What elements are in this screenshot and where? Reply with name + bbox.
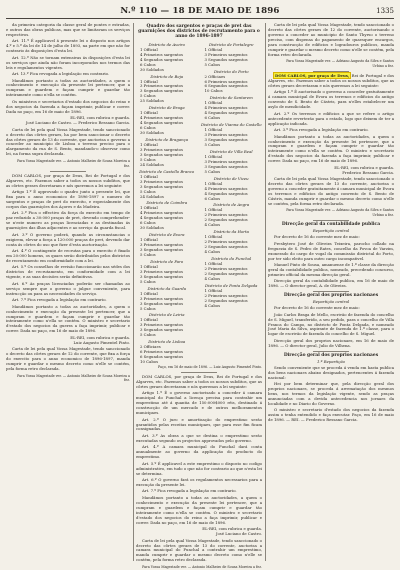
para-ver-line: Para Vossa Magestade ver. — Antonio Malheiro de Sousa Moreira a fez. — [142, 564, 262, 569]
section-subtitle: Repartição central — [312, 228, 350, 234]
district-list-b — [201, 41, 263, 365]
decree-article: Art. 3.º As obras a que se destina o emprestimo serão executadas segundo os projectos approvados pelo governo. — [136, 432, 262, 443]
signature-line: José Luciano de Castro. — [215, 531, 262, 537]
district-item: 6 Primeiros sargentos — [204, 78, 248, 84]
district-item: 1 Official — [140, 237, 158, 243]
page-number: 1335 — [376, 7, 394, 15]
district-item: 5 Cabos — [140, 93, 156, 99]
section-title: Direcção geral dos proprios nacionaes — [283, 293, 379, 299]
decree-article: Art. 4.º A camara municipal do Funchal dará conta annualmente ao governo da applicação do producto do emprestimo. — [136, 444, 262, 460]
district-item: 3 Primeiros sargentos — [140, 242, 183, 248]
district-heading: Districto de Villa Real — [209, 148, 253, 154]
district-item: 5 Cabos — [140, 332, 156, 338]
district-item: 5 Cabos — [140, 251, 156, 257]
district-item: 4 Segundos sargentos — [140, 120, 184, 126]
mandamos-paragraph: Mandâmos portanto a todas as auctoridades, a quem o conhecimento e execução da presente lei pertencer, que a cumpram e guardem e façam cumprir e guardar tão inteiramente como n'ella se contém. O ministro e secretario d'estado dos negocios do reino a faça imprimir, publicar e correr. Dada no paço, em 16 de maio de 1896. — [136, 494, 262, 525]
district-heading: Districto de Ponta Delgada — [205, 282, 258, 288]
district-item: 1 Official — [140, 290, 158, 296]
decree-article: Art. 7.º Fica revogada a legislação em contrario. — [12, 297, 107, 303]
district-item: 1 Official — [204, 46, 223, 52]
district-item: 5 Cabos — [140, 305, 156, 311]
district-heading: Districto de Braga — [148, 105, 185, 111]
district-item: 5 Cabos — [204, 168, 221, 174]
district-item: 3 Segundos sargentos — [204, 56, 248, 62]
decree-article: Artigo 1.º É auctorisado o governo a conceder gratuitamente á camara municipal de Evora os terrenos e edificios do antigo convento de S. Bento de Cástris, para n'elles estabelecer um asylo de mendicidade. — [268, 89, 394, 110]
district-heading: Districto da Horta — [213, 229, 249, 235]
district-item: 1 Official — [140, 46, 158, 52]
decree-articles — [6, 190, 130, 303]
district-item: 4 Cabos — [204, 275, 221, 281]
district-item: 3 Segundos sargentos — [140, 273, 184, 279]
district-item: 5 Cabos — [140, 188, 156, 194]
para-ver-line: Para Vossa Magestade ver. — Adriano Augusto da Silva e Santos Urbino a fez. — [286, 208, 394, 218]
district-table — [136, 41, 262, 365]
signature-line: José Luciano de Castro. — Frederico Ressano Garcia. — [25, 120, 130, 126]
signature-block — [268, 166, 394, 176]
section-subtitle: Repartição central — [312, 299, 350, 305]
district-item: 4 Primeiros sargentos — [140, 115, 183, 121]
district-item: 4 Primeiros sargentos — [204, 185, 248, 191]
district-item: 6 Segundos sargentos — [140, 354, 184, 360]
district-item: 2 Segundos sargentos — [204, 297, 248, 303]
district-item: 10 Cabos — [204, 88, 223, 94]
district-item: 1 Official — [204, 287, 223, 293]
district-item: 1 Official — [140, 205, 158, 211]
district-item: 3 Segundos sargentos — [140, 327, 184, 333]
district-item: 3 Segundos sargentos — [140, 88, 184, 94]
decree-article: Art. 3.º Fica revogada a legislação em contrario. — [274, 127, 369, 133]
decree-article: Art. 7.º Fica revogada a legislação em contrario. — [142, 488, 237, 494]
decree-article: Artigo 1.º É approvado o quadro junto a presente lei, que fixa para o anno economico de 1896-1897 o numero de sargentos e praças de pret do exercito, e especialmente dos corpos das guarnições dos Açores e da Madeira. — [6, 189, 130, 209]
district-item: 4 Primeiros sargentos — [140, 210, 183, 216]
district-item: 6 Cabos — [204, 195, 221, 201]
district-item: 5 Cabos — [140, 156, 156, 162]
district-heading: Districto de Castello Branco — [139, 168, 195, 174]
district-heading: Districto de Evora — [148, 232, 185, 238]
table-title: Quadro dos sargentos e praças de pret das guarnições dos districtos de recrutamento para o anno de 1896-1897 — [138, 24, 260, 39]
section-body — [268, 235, 394, 289]
signature-line: EL-REI, com rubrica e guarda. — [202, 526, 262, 532]
decree-article: Art. 5.º Os conselhos de revisão funccionarão nas sédes dos districtos de recrutamento, em conformidade com a lei vigente, e as suas decisões serão definitivas. — [6, 264, 130, 280]
district-item: 2 Primeiros sargentos — [204, 292, 248, 298]
section-paragraph: Presbytero José de Oliveira Teixeira, parocho collado na freguezia de S. Pedro de Rates, concelho da Povoa de Varzim, exonerado do cargo de vogal da commissão districtal do Porto, por ter sido eleito para outro cargo incompativel. — [268, 240, 394, 261]
district-item: 4 Segundos sargentos — [204, 190, 248, 196]
district-item: 4 Segundos sargentos — [140, 56, 184, 62]
district-item: 25 Soldados — [140, 98, 164, 104]
section-paragraph: Por decreto de 16 do corrente mez de maio: — [274, 234, 360, 240]
table-footer: Paço, em 16 de maio de 1896. — Luiz Augusto Pimentel Pinto. — [157, 365, 262, 369]
column-left — [6, 23, 130, 561]
separator — [313, 220, 349, 221]
decree-intro — [268, 74, 394, 89]
district-item: 5 Cabos — [204, 141, 221, 147]
district-item: 6 Cabos — [204, 115, 221, 121]
district-item: 24 Soldados — [140, 193, 164, 199]
district-item: 3 Primeiros sargentos — [204, 51, 248, 57]
district-list-a — [136, 41, 198, 365]
separator — [181, 372, 217, 373]
district-heading: Districto da Guarda — [147, 285, 187, 291]
decree-intro: DOM CARLOS, por graça de Deus, Rei de Portugal e dos Algarves, etc. Fazemos saber a todos os nossos subditos, que as côrtes geraes decretaram e nós queremos a lei seguinte: — [136, 373, 262, 389]
district-item: 1 Official — [204, 127, 223, 133]
district-item: 10 Cabos — [140, 359, 159, 365]
district-item: 2 Segundos sargentos — [204, 217, 248, 223]
district-item: 2 Officiaes — [140, 344, 161, 350]
section-body — [268, 306, 394, 349]
district-item: 3 Primeiros sargentos — [204, 132, 248, 138]
mandamos-paragraph: Mandâmos portanto a todas as auctoridades, a quem o conhecimento e execução da presente lei pertencer, que a cumpram e guardem e façam cumprir e guardar tão inteiramente como n'ella se contém. O ministro e secretario d'estado dos negocios da fazenda a faça imprimir, publicar e correr. Dada no paço, em 16 de maio de 1896. — [268, 133, 394, 164]
district-item: 4 Primeiros sargentos — [204, 105, 248, 111]
district-item: 3 Primeiros sargentos — [140, 268, 183, 274]
law-article: da primeira categoria da classe geral de pontes e estradas, e outros das obras publicas, mas que se limitavam os serviços respectivos. — [6, 22, 130, 37]
district-item: 3 Segundos sargentos — [140, 183, 184, 189]
law-article: Art. 13.º Fica revogada a legislação em contrario. — [12, 71, 110, 77]
district-item: 30 Soldados — [140, 130, 164, 136]
district-item: 1 Official — [140, 78, 158, 84]
district-item: 4 Primeiros sargentos — [140, 51, 183, 57]
decree-article: Artigo 1.º É o governo auctorisado a conceder á camara municipal do Funchal a licença precisa para contrahir um emprestimo até á quantia de 150:000$000 réis, destinado á construcção de um mercado e de outros melhoramentos municipaes. — [136, 390, 262, 416]
district-item: 30 Soldados — [140, 225, 164, 231]
district-item: 1 Official — [140, 173, 158, 179]
district-item: 3 Primeiros sargentos — [140, 322, 183, 328]
district-heading: Districto do Funchal — [211, 255, 252, 261]
district-heading: Districto de Lisboa — [148, 339, 186, 345]
carta-de-lei: Carta de lei pela qual Vossa Magestade, tendo sanccionado o decreto das côrtes geraes de 12 do corrente, que fixa a força do exercito para o anno economico de 1896-1897, manda cumprir e guardar o mesmo decreto como n'elle se contém, pela forma retro declarada. — [6, 346, 130, 372]
district-item: 30 Soldados — [140, 66, 164, 72]
district-item: 4 Segundos sargentos — [204, 110, 248, 116]
law-article: Art. 12.º Não se tornam extensivas ás disposições d'esta lei os serviços que ainda não foram incorporados nos termos das leis e regulamentos vigentes. — [6, 54, 130, 70]
signature-block — [6, 116, 130, 126]
decree-intro: DOM CARLOS, por graça de Deus, Rei de Portugal e dos Algarves, etc. Fazemos saber a todos os nossos subditos, que as côrtes geraes decretaram e nós queremos a lei seguinte: — [6, 172, 130, 188]
section-paragraph: Manuel Pinto de Sousa, amanuense de 1.ª classe da direcção geral da contabilidade publica, nomeado, precedendo concurso, primeiro official da mesma direcção geral. — [268, 261, 394, 277]
decree-article: Art. 2.º Fica o effectivo da força do exercito em tempo de paz reduzido a 30:000 praças de pret, devendo comprehender-se n'este numero as praças licenciadas e as destinadas ás guarnições das ilhas adjacentes e ao serviço da guarda fiscal. — [6, 210, 130, 231]
separator — [50, 171, 86, 172]
decree-article: Art. 6.º O governo fará os regulamentos necessarios para a execução da presente lei. — [136, 477, 262, 488]
column-rule-right — [265, 23, 266, 561]
district-item: 1 Official — [204, 153, 223, 159]
decree-articles — [268, 90, 394, 133]
column-right — [268, 23, 394, 561]
section-paragraph: Direcção geral dos proprios nacionaes, em 16 de maio de 1896. — O director geral, Julio de Vilhena. — [268, 337, 394, 348]
separator — [313, 351, 349, 352]
district-item: 3 Segundos sargentos — [204, 137, 248, 143]
district-item: 2 Officiaes — [204, 73, 226, 79]
signature-line: EL-REI, com rubrica e guarda. — [70, 334, 130, 340]
district-item: 3 Primeiros sargentos — [140, 146, 183, 152]
district-item: 1 Official — [204, 100, 223, 106]
signature-line: EL-REI, com rubrica e guarda. — [334, 164, 394, 170]
signature-block — [6, 336, 130, 346]
district-item: 3 Segundos sargentos — [140, 151, 184, 157]
district-item: 1 Official — [140, 263, 158, 269]
section-paragraph: O ministro e secretario d'estado dos negocios da fazenda assim o tenha entendido e faça executar. Paço, em 16 de maio de 1896. — REI. — Frederico Ressano Garcia. — [268, 407, 394, 423]
district-item: 1 Official — [204, 180, 223, 186]
decree-articles — [136, 391, 262, 494]
section-subtitle: 1.ª Repartição — [316, 358, 345, 364]
column-rule-left — [133, 23, 134, 561]
district-heading: Districto de Portalegre — [208, 41, 254, 47]
decree-article: Art. 2.º O juro e amortisação do emprestimo serão garantidos pelas receitas municipaes, que para esse fim ficam consignadas. — [136, 416, 262, 432]
issue-title: N.º 110 — 18 DE MAIO DE 1896 — [120, 6, 280, 16]
district-heading: Districto de Santarem — [209, 95, 253, 101]
law-articles-block — [6, 23, 130, 115]
district-item: 1 Official — [140, 141, 158, 147]
district-item: 2 Primeiros sargentos — [204, 239, 248, 245]
district-item: 6 Cabos — [140, 220, 156, 226]
signature-line: Luiz Augusto Pimentel Pinto. — [73, 339, 130, 345]
signature-block — [136, 527, 262, 537]
law-article: Art. 11.º É applicavel á presente lei o disposto nos artigos 4.º e 5.º da lei de 14 de julho de 1893, na parte em que não for contrario ás disposições d'esta lei. — [6, 38, 130, 54]
signature-line: EL-REI, com rubrica e guarda. — [70, 115, 130, 121]
district-item: 1 Official — [204, 207, 223, 213]
section-title: Direcção geral dos proprios nacionaes — [283, 352, 379, 358]
district-item: 6 Cabos — [140, 61, 156, 67]
law-article: Mandâmos portanto a todas as auctoridades, a quem o conhecimento e execução da presente lei pertencer, que a cumpram e guardem e façam cumprir e guardar tão inteiramente como n'ella se contém. — [6, 77, 130, 98]
decree-article: Art. 6.º As praças licenciadas poderão ser chamadas ao serviço sempre que o governo o julgue conveniente, para instrucção ou para as necessidades do serviço. — [6, 280, 130, 296]
decree-article: Art. 5.º É applicavel a este emprestimo o disposto no codigo administrativo, em tudo o que não for contrario ao que n'esta lei se determina. — [136, 460, 262, 476]
district-item: 4 Cabos — [204, 222, 221, 228]
district-item: 5 Cabos — [204, 61, 221, 67]
section-body — [268, 366, 394, 423]
district-heading: Districto de Aveiro — [148, 41, 186, 47]
district-item: 2 Primeiros sargentos — [204, 265, 248, 271]
section-title: Direcção geral da contabilidade publica — [281, 222, 381, 228]
carta-de-lei: Carta de lei pela qual Vossa Magestade, tendo sanccionado o decreto das côrtes geraes de 13 do corrente, auctorisa o governo a conceder gratuitamente á camara municipal de Evora os terrenos e edificios do antigo convento de S. Bento de Cástris, manda cumprir e guardar o mesmo decreto como n'elle se contém, pela forma retro declarada. — [268, 176, 394, 206]
signature-line: Frederico Ressano Garcia. — [342, 169, 394, 175]
district-item: 6 Primeiros sargentos — [140, 349, 183, 355]
district-item: 1 Official — [204, 234, 223, 240]
decree-article: Art. 4.º O contingente de recrutas para o exercito é fixado em 20:000 homens, os quaes serão distribuidos pelos districtos de recrutamento em conformidade com a lei. — [6, 248, 130, 263]
district-item: 3 Segundos sargentos — [140, 247, 184, 253]
section-paragraph: Por decreto de 16 do corrente mez de maio: — [274, 305, 360, 311]
district-item: 2 Primeiros sargentos — [204, 212, 248, 218]
district-item: 3 Segundos sargentos — [204, 163, 248, 169]
district-heading: Districto de Angra — [213, 202, 250, 208]
district-item: 6 Cabos — [140, 125, 156, 131]
district-item: 3 Primeiros sargentos — [140, 83, 183, 89]
district-item: 2 Segundos sargentos — [204, 244, 248, 250]
district-item: 1 Official — [204, 260, 223, 266]
district-item: 1 Official — [140, 317, 158, 323]
para-ver-line: Para Vossa Magestade ver. — Antonio Malheiro de Sousa Moreira a fez. — [17, 373, 130, 383]
separator — [313, 291, 349, 292]
page-header — [6, 4, 394, 19]
district-heading: Districto de Leiria — [148, 312, 185, 318]
district-item: 4 Cabos — [204, 249, 221, 255]
decree-article: Art. 3.º O governo poderá, quando as circumstancias o exigirem, elevar a força a 120:000 praças de pret, devendo dar conta ás côrtes do uso que fizer d'esta auctorisação. — [6, 231, 130, 247]
district-item: 3 Primeiros sargentos — [140, 178, 183, 184]
district-heading: Districto de Beja — [150, 73, 184, 79]
section-paragraph: Sendo conveniente que se proceda á venda em hasta publica dos bens nacionaes abaixo designados, pertencentes á fazenda nacional: — [268, 364, 394, 380]
district-item: 4 Segundos sargentos — [140, 215, 184, 221]
law-article: Os ministros e secretarios d'estado dos negocios do reino e dos negocios da fazenda a façam imprimir, publicar e correr. Dada no paço, em 16 de maio de 1896. — [6, 98, 130, 114]
carta-de-lei: Carta de lei pela qual Vossa Magestade, tendo sanccionado o decreto das côrtes geraes de 12 do corrente, auctorisando o governo a conceder ao municipio de Santo Thyrso o terreno preciso, com dispensa do pagamento de quaesquer encargos, para construcção de edificios e logradouros publicos, manda cumprir e guardar o mesmo decreto como n'elle se contém, pela forma retro declarada. — [268, 22, 394, 57]
separator — [313, 71, 349, 72]
section-paragraph: Hei por bem determinar que, pela direcção geral dos proprios nacionaes, se proceda á arrematação dos mesmos bens, nos termos da legislação vigente, sendo as praças annunciadas com a devida antecedencia nos jornaes da localidade e no Diario do Governo. — [268, 381, 394, 406]
district-item: 1 Official — [140, 110, 158, 116]
column-middle — [136, 23, 262, 569]
district-item: 6 Segundos sargentos — [204, 83, 248, 89]
section-paragraph: João Carlos Braga de Mello, escrivão de fazenda do concelho de S. Miguel, transferido, a seu pedido, para o concelho de Villa Franca do Campo, no districto de Ponta Delgada, e nomeado José Maria da Silva, aspirante de fazenda de 1.ª classe, para o logar de escrivão de fazenda do concelho de S. Miguel. — [268, 311, 394, 337]
district-heading: Districto de Bragança — [145, 137, 189, 143]
district-item: 3 Primeiros sargentos — [204, 158, 248, 164]
district-item: 4 Cabos — [204, 302, 221, 308]
mandamos-paragraph: Mandâmos portanto a todas as auctoridades, a quem o conhecimento e execução da presente lei pertencer, que a cumpram e guardem e façam cumprir e guardar tão inteiramente como n'ella se contém. O ministro e secretario d'estado dos negocios da guerra a faça imprimir, publicar e correr. Dada no paço, em 16 de maio de 1896. — [6, 303, 130, 334]
highlighted-decree-opening: DOM CARLOS, por graça de Deus, — [275, 73, 350, 79]
district-heading: Districto de Vianna do Castello — [200, 122, 262, 128]
district-item: 3 Primeiros sargentos — [140, 295, 183, 301]
district-item: 5 Cabos — [140, 278, 156, 284]
district-item: 3 Segundos sargentos — [140, 300, 184, 306]
district-heading: Districto de Coimbra — [146, 200, 188, 206]
carta-de-lei: Carta de lei pela qual Vossa Magestade, tendo sanccionado o decreto das côrtes geraes, ha por bem sanccionar o decreto das côrtes geraes de 13 do corrente, que auctorisa o governo a conceder ao municipio de Lisboa o terreno preciso para o alargamento da rua de S. Bento, mandando-o observar como lei, na forma supra declarada. — [6, 126, 130, 157]
para-ver-line: Para Vossa Magestade ver. — Antonio Malheiro de Sousa Moreira a fez. — [17, 158, 130, 168]
decree-article: Art. 2.º Os terrenos e edificios a que se refere o artigo antecedente reverterão para o estado, logo que deixem de ter a applicação indicada. — [268, 110, 394, 126]
carta-de-lei: Carta de lei pela qual Vossa Magestade, tendo sanccionado o decreto das côrtes geraes de 13 do corrente, auctorisa a camara municipal do Funchal a contrahir um emprestimo, manda cumprir e guardar o mesmo decreto como n'elle se contém, pela forma retro declarada. — [136, 537, 262, 563]
decree-intro-rest: Rei de Portugal e dos Algarves, etc. Fazemos saber a todos os nossos subditos, que as côrtes geraes decretaram e nós queremos a lei seguinte: — [268, 73, 394, 88]
district-heading: Districto de Vizeu — [213, 175, 249, 181]
district-item: 24 Soldados — [140, 161, 164, 167]
district-item: 2 Segundos sargentos — [204, 270, 248, 276]
para-ver-line: Para Vossa Magestade ver. — Adriano Augusto da Silva e Santos Urbino a fez. — [286, 59, 394, 69]
district-heading: Districto do Porto — [213, 68, 249, 74]
section-paragraph: Direcção geral da contabilidade publica, em 16 de maio de 1896. — O director geral, A. de Oliveira. — [268, 278, 394, 289]
district-heading: Districto de Faro — [150, 258, 184, 264]
